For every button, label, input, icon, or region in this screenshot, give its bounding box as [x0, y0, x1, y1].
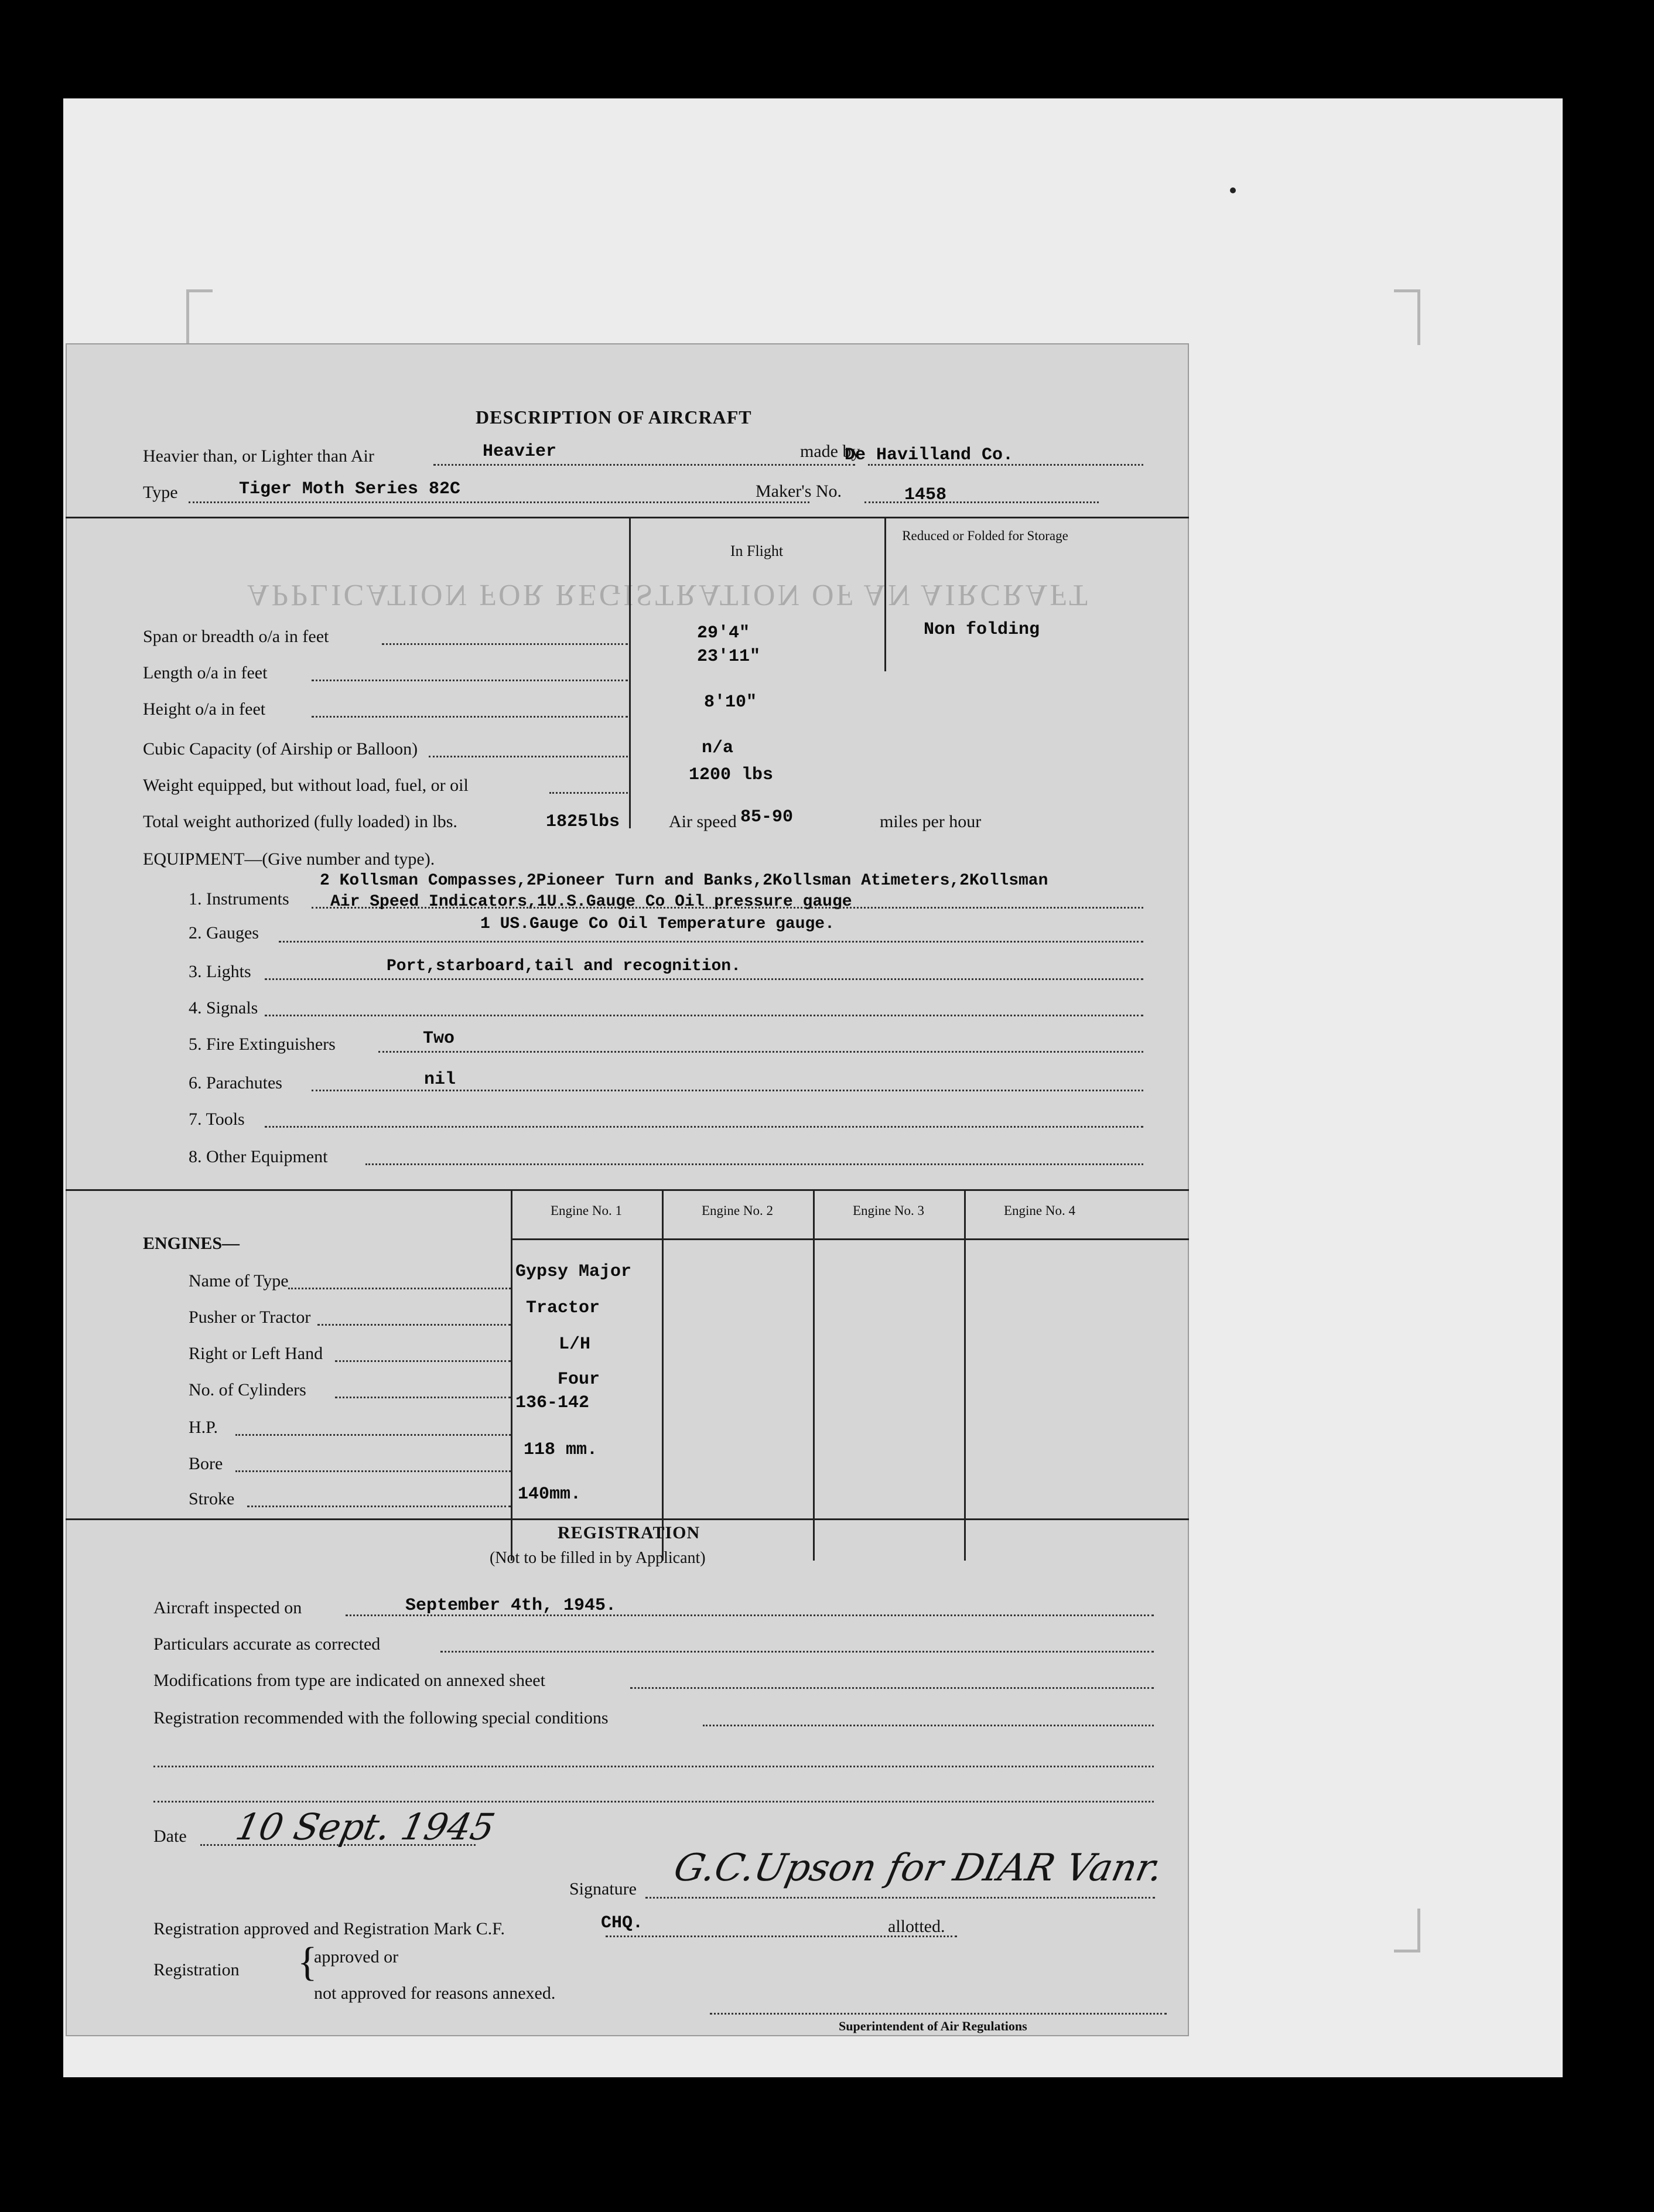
modifications-dotline — [630, 1687, 1154, 1689]
allotted-label: allotted. — [888, 1917, 945, 1936]
in-flight-header: In Flight — [730, 542, 784, 559]
cubic-value[interactable]: n/a — [702, 738, 734, 758]
conditions-dotline-1 — [153, 1766, 1154, 1767]
made-by-value[interactable]: De Havilland Co. — [845, 445, 1014, 465]
engine-type-dotline — [288, 1288, 511, 1289]
makers-no-value[interactable]: 1458 — [904, 485, 947, 505]
length-dotline — [312, 680, 628, 681]
instruments-dotline — [312, 907, 1143, 909]
conditions-dotline-2 — [153, 1801, 1154, 1803]
mark-value[interactable]: CHQ. — [601, 1913, 644, 1933]
not-approved-label: not approved for reasons annexed. — [314, 1984, 556, 2003]
bleed-through-title: APPLICATION FOR REGISTRATION OF AN AIRCRAFT — [247, 578, 1090, 612]
signature-dotline — [645, 1897, 1155, 1899]
height-value[interactable]: 8'10" — [704, 692, 757, 712]
weight-value[interactable]: 1200 lbs — [689, 765, 774, 785]
engines-label: ENGINES— — [143, 1234, 240, 1253]
hand-dotline — [335, 1360, 511, 1362]
tools-dotline — [265, 1126, 1143, 1128]
corner-mark-bottom-right — [1394, 1909, 1420, 1952]
signals-dotline — [265, 1015, 1143, 1016]
engines-rule-bottom — [66, 1518, 1189, 1520]
lights-value[interactable]: Port,starboard,tail and recognition. — [387, 957, 741, 975]
inspected-value[interactable]: September 4th, 1945. — [405, 1596, 617, 1616]
cylinders-label: No. of Cylinders — [189, 1380, 306, 1399]
engine-3-header: Engine No. 3 — [852, 1203, 924, 1218]
engine-type-value[interactable]: Gypsy Major — [515, 1262, 632, 1282]
type-value[interactable]: Tiger Moth Series 82C — [239, 479, 461, 499]
recommended-dotline — [703, 1725, 1154, 1726]
parachutes-value[interactable]: nil — [424, 1070, 456, 1090]
storage-header: Reduced or Folded for Storage — [902, 528, 1068, 543]
date-handwritten[interactable]: 10 Sept. 1945 — [232, 1805, 499, 1848]
bore-dotline — [235, 1470, 511, 1472]
registration-word: Registration — [153, 1960, 240, 1979]
total-weight-value[interactable]: 1825lbs — [546, 812, 620, 832]
approved-or-label: approved or — [314, 1947, 399, 1967]
parachutes-dotline — [312, 1090, 1143, 1091]
signals-label: 4. Signals — [189, 998, 258, 1018]
hand-label: Right or Left Hand — [189, 1344, 323, 1363]
span-value[interactable]: 29'4" — [697, 623, 750, 643]
length-value[interactable]: 23'11" — [697, 647, 761, 667]
airspeed-value[interactable]: 85-90 — [740, 807, 794, 827]
type-label: Type — [143, 483, 178, 502]
cylinders-dotline — [335, 1397, 511, 1398]
aircraft-description-form — [66, 343, 1189, 2036]
superintendent-label: Superintendent of Air Regulations — [839, 2019, 1027, 2033]
signature-label: Signature — [569, 1879, 637, 1899]
instruments-value-line2[interactable]: Air Speed Indicators,1U.S.Gauge Co Oil pressure gauge — [330, 893, 852, 911]
dust-speck — [1230, 187, 1236, 193]
instruments-value-line1[interactable]: 2 Kollsman Compasses,2Pioneer Turn and Banks,2Kollsman Atimeters,2Kollsman — [320, 872, 1048, 890]
engine-4-header: Engine No. 4 — [1003, 1203, 1075, 1218]
instruments-label: 1. Instruments — [189, 889, 289, 909]
col-divider-flight — [629, 517, 631, 828]
engine-1-header: Engine No. 1 — [550, 1203, 622, 1218]
particulars-dotline — [440, 1651, 1154, 1653]
cylinders-value[interactable]: Four — [558, 1370, 600, 1390]
signature-handwritten[interactable]: G.C.Upson for DIAR Vanr. — [670, 1846, 1167, 1890]
gauges-dotline — [279, 941, 1143, 943]
lights-label: 3. Lights — [189, 962, 251, 981]
rule-top — [66, 517, 1189, 518]
stroke-dotline — [247, 1506, 511, 1507]
engine-col-2-left — [662, 1189, 664, 1561]
made-by-label: made by — [800, 442, 860, 461]
engine-type-label: Name of Type — [189, 1271, 289, 1291]
inspected-label: Aircraft inspected on — [153, 1598, 302, 1617]
engine-col-4-left — [964, 1189, 966, 1561]
hp-dotline — [235, 1434, 511, 1436]
stroke-value[interactable]: 140mm. — [518, 1484, 582, 1504]
registration-title: REGISTRATION — [558, 1523, 700, 1542]
bore-value[interactable]: 118 mm. — [524, 1440, 598, 1460]
heavier-dotline — [433, 464, 855, 466]
heavier-label: Heavier than, or Lighter than Air — [143, 446, 374, 466]
engine-col-1-left — [511, 1189, 512, 1561]
cubic-dotline — [429, 756, 628, 757]
tools-label: 7. Tools — [189, 1110, 245, 1129]
superintendent-dotline — [710, 2013, 1167, 2015]
lights-dotline — [265, 978, 1143, 980]
weight-label: Weight equipped, but without load, fuel, or oil — [143, 776, 469, 795]
engines-header-rule — [511, 1238, 1189, 1240]
corner-mark-top-right — [1394, 289, 1420, 345]
parachutes-label: 6. Parachutes — [189, 1073, 282, 1093]
recommended-label: Registration recommended with the following special conditions — [153, 1708, 609, 1728]
span-label: Span or breadth o/a in feet — [143, 627, 329, 646]
span-dotline — [382, 643, 628, 645]
registration-note: (Not to be filled in by Applicant) — [490, 1549, 706, 1567]
pusher-tractor-label: Pusher or Tractor — [189, 1308, 311, 1327]
fire-extinguishers-dotline — [378, 1051, 1143, 1053]
stroke-label: Stroke — [189, 1489, 235, 1508]
gauges-label: 2. Gauges — [189, 923, 259, 943]
approved-label: Registration approved and Registration Mark C.F. — [153, 1919, 505, 1938]
type-dotline — [189, 501, 809, 503]
engines-rule-top — [66, 1189, 1189, 1191]
height-dotline — [312, 716, 628, 718]
span-storage-value[interactable]: Non folding — [924, 620, 1040, 640]
fire-extinguishers-value[interactable]: Two — [423, 1029, 455, 1049]
particulars-label: Particulars accurate as corrected — [153, 1634, 381, 1654]
airspeed-label: Air speed — [669, 812, 737, 831]
form-title: DESCRIPTION OF AIRCRAFT — [476, 407, 752, 428]
cubic-label: Cubic Capacity (of Airship or Balloon) — [143, 739, 418, 759]
other-equipment-label: 8. Other Equipment — [189, 1147, 328, 1166]
total-weight-label: Total weight authorized (fully loaded) in lbs. — [143, 812, 457, 831]
pusher-tractor-dotline — [317, 1324, 511, 1326]
mph-label: miles per hour — [880, 812, 982, 831]
makers-no-label: Maker's No. — [756, 482, 842, 501]
brace: { — [298, 1940, 317, 1985]
gauges-value[interactable]: 1 US.Gauge Co Oil Temperature gauge. — [480, 915, 835, 933]
hp-value[interactable]: 136-142 — [515, 1393, 590, 1413]
pusher-tractor-value[interactable]: Tractor — [526, 1298, 600, 1318]
col-divider-storage — [884, 517, 886, 671]
hand-value[interactable]: L/H — [559, 1334, 591, 1354]
equipment-label: EQUIPMENT—(Give number and type). — [143, 849, 435, 869]
bore-label: Bore — [189, 1454, 223, 1473]
other-equipment-dotline — [365, 1163, 1143, 1165]
height-label: Height o/a in feet — [143, 699, 266, 719]
heavier-value[interactable]: Heavier — [483, 442, 557, 462]
engine-2-header: Engine No. 2 — [701, 1203, 773, 1218]
engine-col-3-left — [813, 1189, 815, 1561]
corner-mark-top-left — [186, 289, 213, 345]
hp-label: H.P. — [189, 1418, 218, 1437]
weight-dotline — [549, 792, 628, 794]
fire-extinguishers-label: 5. Fire Extinguishers — [189, 1035, 336, 1054]
length-label: Length o/a in feet — [143, 663, 268, 682]
modifications-label: Modifications from type are indicated on annexed sheet — [153, 1671, 545, 1690]
date-label: Date — [153, 1827, 187, 1846]
makers-no-dotline — [864, 501, 1099, 503]
